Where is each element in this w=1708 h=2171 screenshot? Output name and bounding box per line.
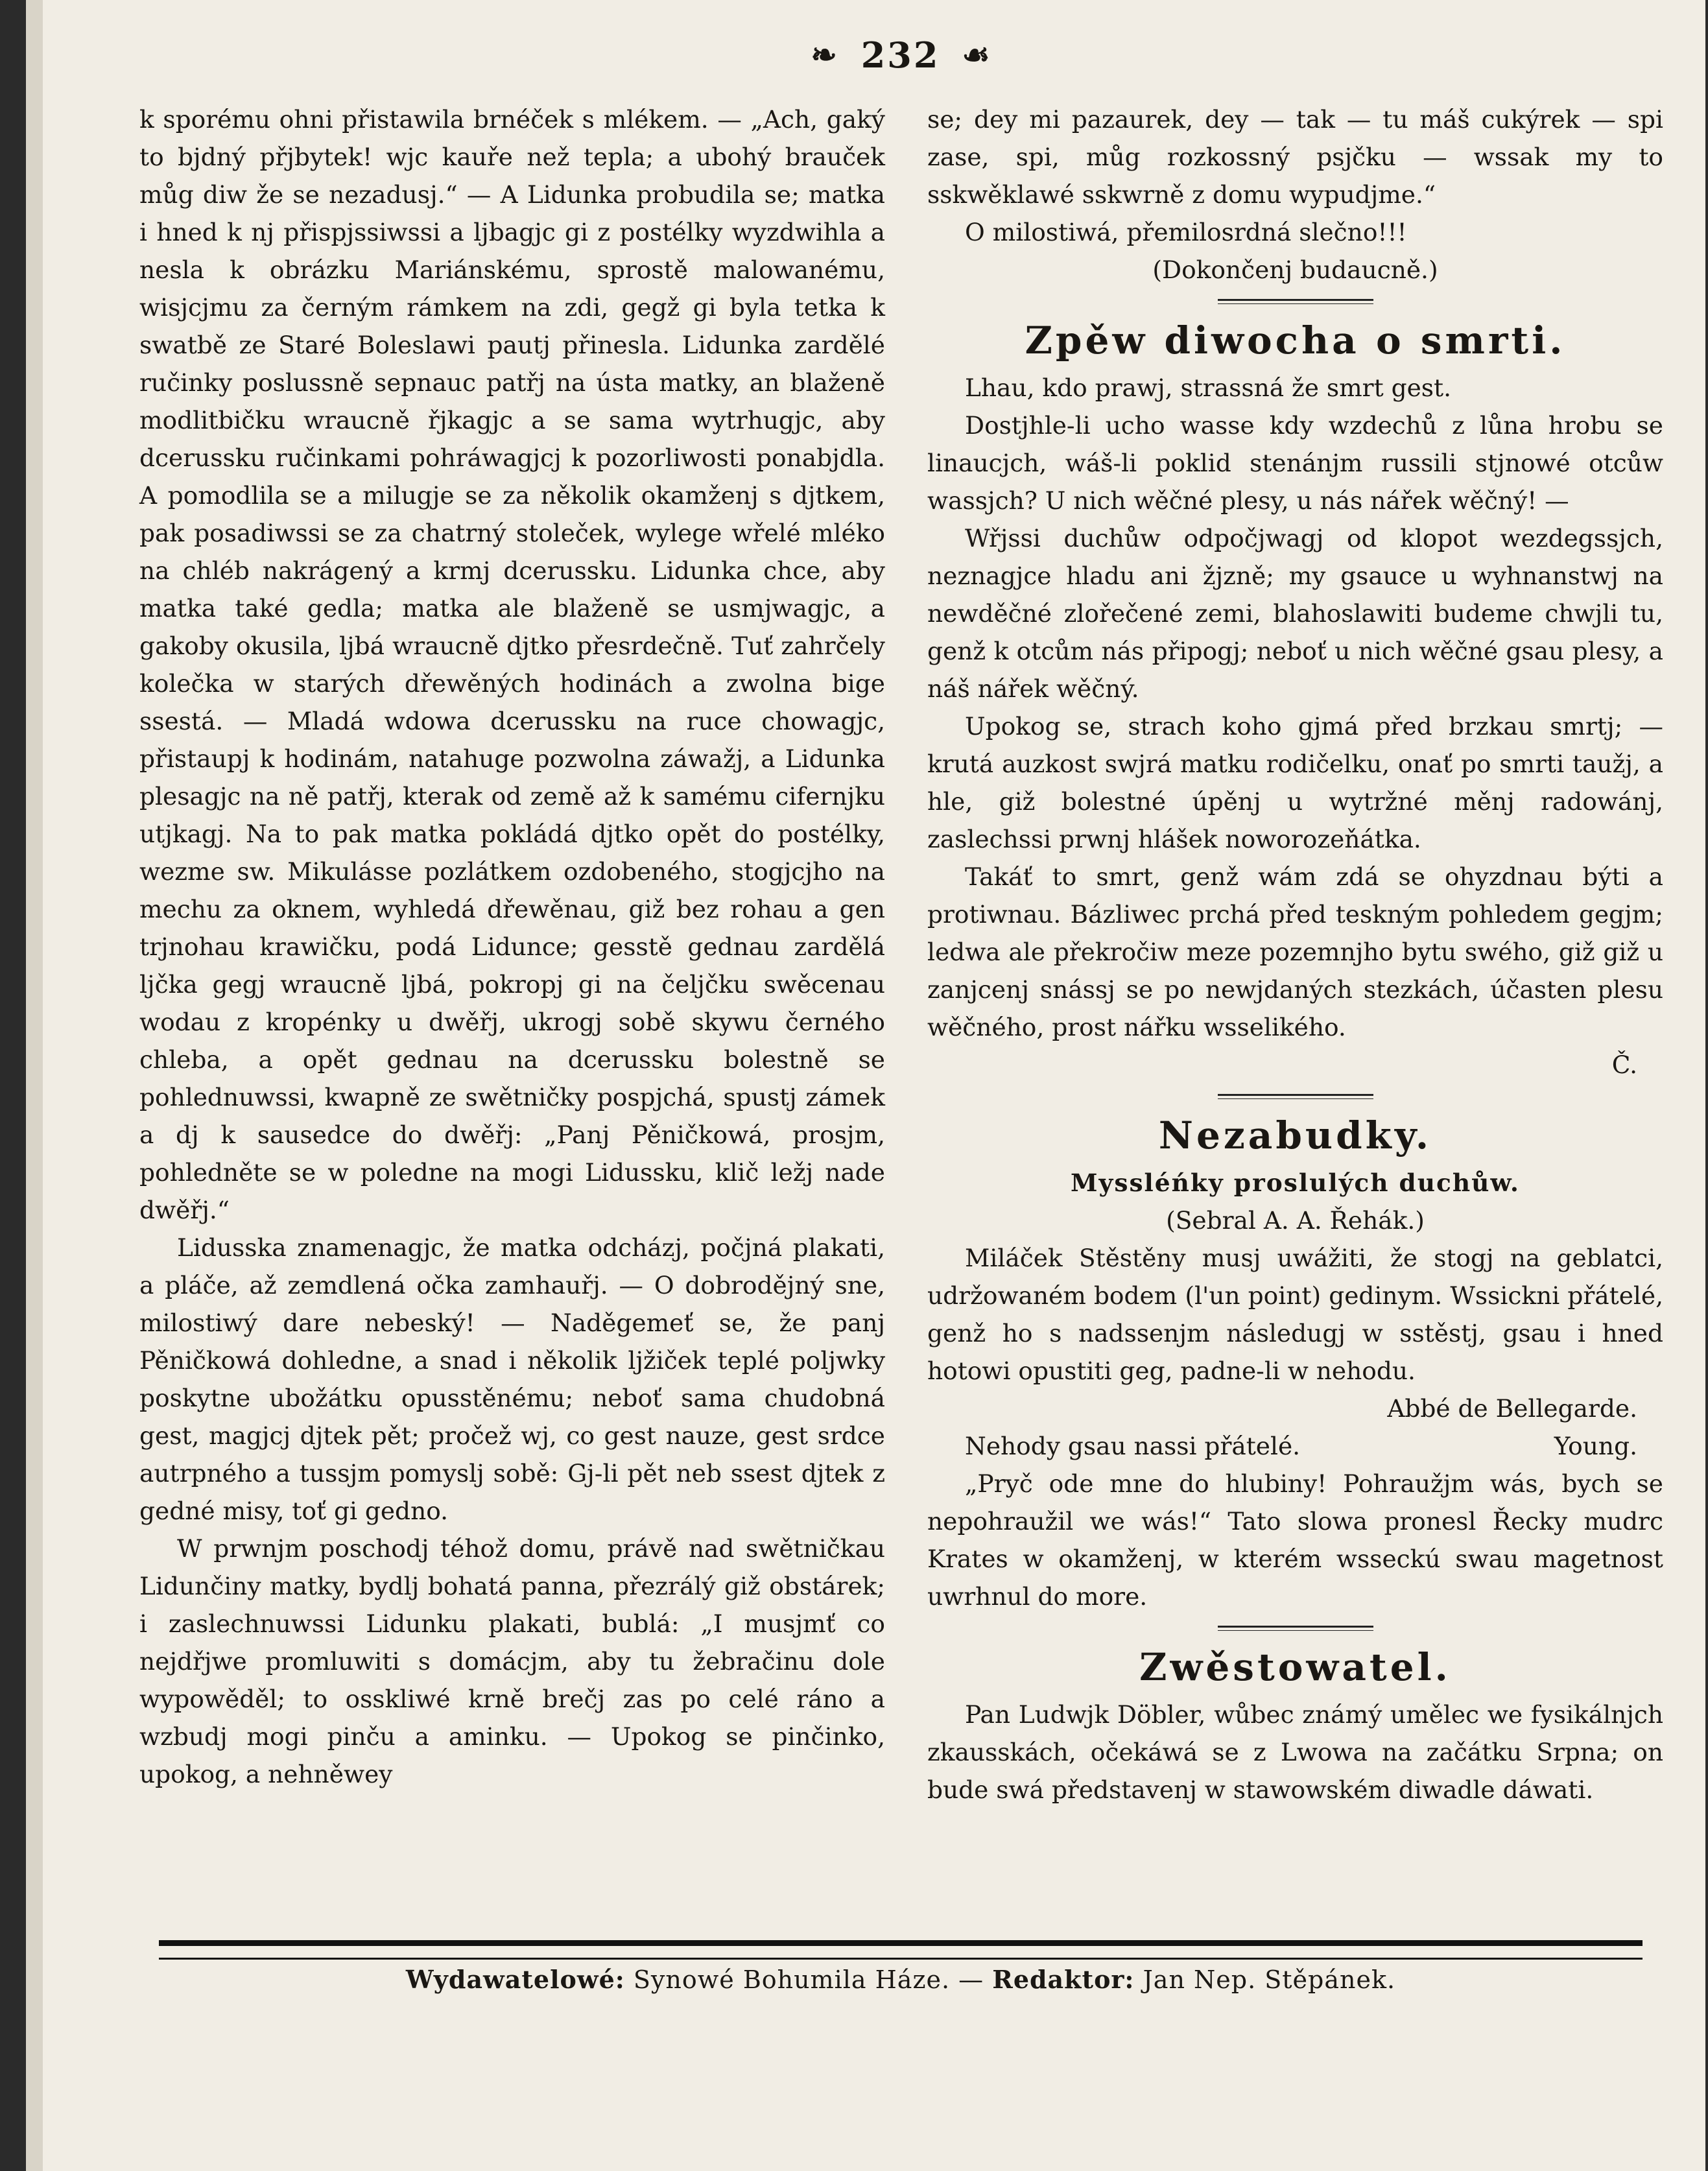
publishers-label: Wydawatelowé: [405, 1965, 625, 1994]
right-column [927, 101, 1663, 1809]
quote-text: Miláček Stěstěny musj uwážiti, že stogj na geblatci, udržowaném bodem (l'un point) gedinym. Wssickni přátelé, genž ho s nadssenjm následugj w sstěstj, gsau i hned hotowi opustiti geg, padne-li w nehodu. [927, 1244, 1663, 1385]
left-column [139, 101, 885, 1793]
page-header [772, 26, 1031, 84]
news-title: Zwěstowatel. [1139, 1645, 1451, 1689]
imprint: Wydawatelowé: Synowé Bohumila Háze. — Redaktor: Jan Nep. Stěpánek. [405, 1965, 1396, 1994]
footer-rule [159, 1940, 1643, 1960]
quote-author: Young. [1554, 1432, 1637, 1460]
song-paragraph: Wřjssi duchůw odpočjwagj od klopot wezdegssjch, neznagjce hladu ani žjzně; my gsauce u wyhnanstwj na newděčné zlořečené zemi, blahoslawiti budeme chwjli tu, genž k otcům nás připogj; neboť u nich wěčné gsau plesy, a náš nářek wěčný. [927, 524, 1663, 703]
to-be-continued-note: (Dokončenj budaucně.) [1152, 255, 1438, 284]
page-number: 232 [860, 34, 940, 76]
page [26, 0, 1705, 2171]
page-edge [26, 0, 43, 2171]
story-paragraph: Lidusska znamenagjc, že matka odcházj, počjná plakati, a pláče, až zemdlená očka zamhauřj. — O dobrodějný sne, milostiwý dare nebeský! — Naděgemeť se, že panj Pěničkowá dohledne, a snad i několik ljžiček teplé poljwky poskytne ubožátku opusstěnému; neboť sama chudobná gest, magjcj djtek pět; pročež wj, co gest nauze, gest srdce autrpného a tussjm pomyslj sobě: Gj-li pět neb ssest djtek z gedné misy, toť gi gedno. [139, 1233, 885, 1525]
quote-text: „Pryč ode mne do hlubiny! Pohraužjm wás, bych se nepohraužil we wás!“ Tato slowa pronesl Řecky mudrc Krates w okamženj, w kterém wsseckú swau magetnost uwrhnul do more. [927, 1469, 1663, 1611]
editor: Jan Nep. Stěpánek. [1143, 1965, 1396, 1994]
forgetmenots-title: Nezabudky. [1158, 1113, 1432, 1157]
song-paragraph: Takáť to smrt, genž wám zdá se ohyzdnau býti a protiwnau. Bázliwec prchá před teskným pohledem gegjm; ledwa ale překročiw meze pozemnjho bytu swého, giž giž u zanjcenj snássj se po newjdaných stezkách, účasten plesu wěčného, prost nářku wsselikého. [927, 862, 1663, 1041]
song-signature: Č. [1611, 1050, 1637, 1079]
news-text: Pan Ludwjk Döbler, wůbec známý umělec we fysikálnjch zkausskách, očekáwá se z Lwowa na začátku Srpna; on bude swá představenj w stawowském diwadle dáwati. [927, 1700, 1663, 1804]
story-paragraph: W prwnjm poschodj téhož domu, právě nad swětničkau Lidunčiny matky, bydlj bohatá panna, přezrálý giž obstárek; i zaslechnuwssi Lidunku plakati, bublá: „I musjmť co nejdřjwe promluwiti s domácjm, aby tu žebračinu dole wypowěděl; to osskliwé krně brečj zas po celé ráno a wzbudj mogi pinču a aminku. — Upokog se pinčinko, upokog, a nehněwey [139, 1534, 885, 1788]
story-exclamation: O milostiwá, přemilosrdná slečno!!! [965, 218, 1407, 246]
song-title: Zpěw diwocha o smrti. [1025, 318, 1566, 362]
quote-line [927, 1427, 1663, 1465]
section-divider [1218, 1094, 1373, 1099]
ornament-right-icon: ☙ [962, 37, 992, 73]
story-paragraph: k sporému ohni přistawila brnéček s mlékem. — „Ach, gaký to bjdný přjbytek! wjc kauře než tepla; a ubohý brauček můg diw že se nezadusj.“ — A Lidunka probudila se; matka i hned k nj přispjssiwssi a ljbagjc gi z postélky wyzdwihla a nesla k obrázku Mariánskému, sprostě malowanému, wisjcjmu za černým rámkem na zdi, gegž gi byla tetka k swatbě ze Staré Boleslawi pautj přinesla. Lidunka zardělé ručinky poslussně sepnauc patřj na ústa matky, an blaženě modlitbičku wraucně řjkagjc a se sama wytrhugjc, aby dcerussku ručinkami pohráwagjcj k pozorliwosti ponabjdla. A pomodlila se a milugje se za několik okamženj s djtkem, pak posadiwssi se za chatrný stoleček, wylege wřelé mléko na chléb nakrágený a krmj dcerussku. Lidunka chce, aby matka také gedla; matka ale blaženě se usmjwagjc, a gakoby okusila, ljbá wraucně djtko přesrdečně. Tuť zahrčely kolečka w starých dřewěných hodinách a zwolna bige ssestá. — Mladá wdowa dcerussku na ruce chowagjc, přistaupj k hodinám, natahuge pozwolna záwažj, a Lidunka plesagjc na ně patřj, kterak od země až k samému cifernjku utjkagj. Na to pak matka pokládá djtko opět do postélky, wezme sw. Mikulásse pozlátkem ozdobeného, stogjcjho na mechu za oknem, wyhledá dřewěnau, giž bez rohau a gen trjnohau krawičku, podá Lidunce; gesstě gednau zardělá ljčka gegj wraucně ljbá, pokropj gi na čeljčku swěcenau wodau z kropénky u dwěřj, ukrogj sobě skywu černého chleba, a opět gednau na dcerussku bolestně se pohlednuwssi, kwapně ze swětničky pospjchá, spustj zámek a dj k sausedce do dwěřj: „Panj Pěničkowá, prosjm, pohledněte se w poledne na mogi Lidussku, klič ležj nade dwěřj.“ [139, 105, 885, 1224]
section-divider [1218, 299, 1373, 304]
forgetmenots-subtitle: Myssléńky proslulých duchůw. [1071, 1169, 1520, 1197]
quote-text: Nehody gsau nassi přátelé. [965, 1432, 1301, 1460]
story-continuation: se; dey mi pazaurek, dey — tak — tu máš cukýrek — spi zase, spi, můg rozkossný psjčku — wssak my to sskwěklawé sskwrně z domu wypudjme.“ [927, 105, 1663, 209]
song-paragraph: Upokog se, strach koho gjmá před brzkau smrtj; — krutá auzkost swjrá matku rodičelku, onať po smrti taužj, a hle, giž bolestné úpěnj u wytržné měnj radowánj, zaslechssi prwnj hlášek noworozeňátka. [927, 712, 1663, 853]
quote-author: Abbé de Bellegarde. [1387, 1394, 1637, 1423]
song-paragraph: Dostjhle-li ucho wasse kdy wzdechů z lůna hrobu se linaucjch, wáš-li poklid stenánjm russili stjnowé otcůw wassjch? U nich wěčné plesy, u nás nářek wěčný! — [927, 411, 1663, 515]
forgetmenots-collector: (Sebral A. A. Řehák.) [1166, 1206, 1425, 1235]
publishers: Synowé Bohumila Háze. [633, 1965, 951, 1994]
section-divider [1218, 1626, 1373, 1631]
song-paragraph: Lhau, kdo prawj, strassná že smrt gest. [965, 374, 1452, 402]
ornament-left-icon: ❧ [811, 37, 839, 73]
editor-label: Redaktor: [992, 1965, 1135, 1994]
